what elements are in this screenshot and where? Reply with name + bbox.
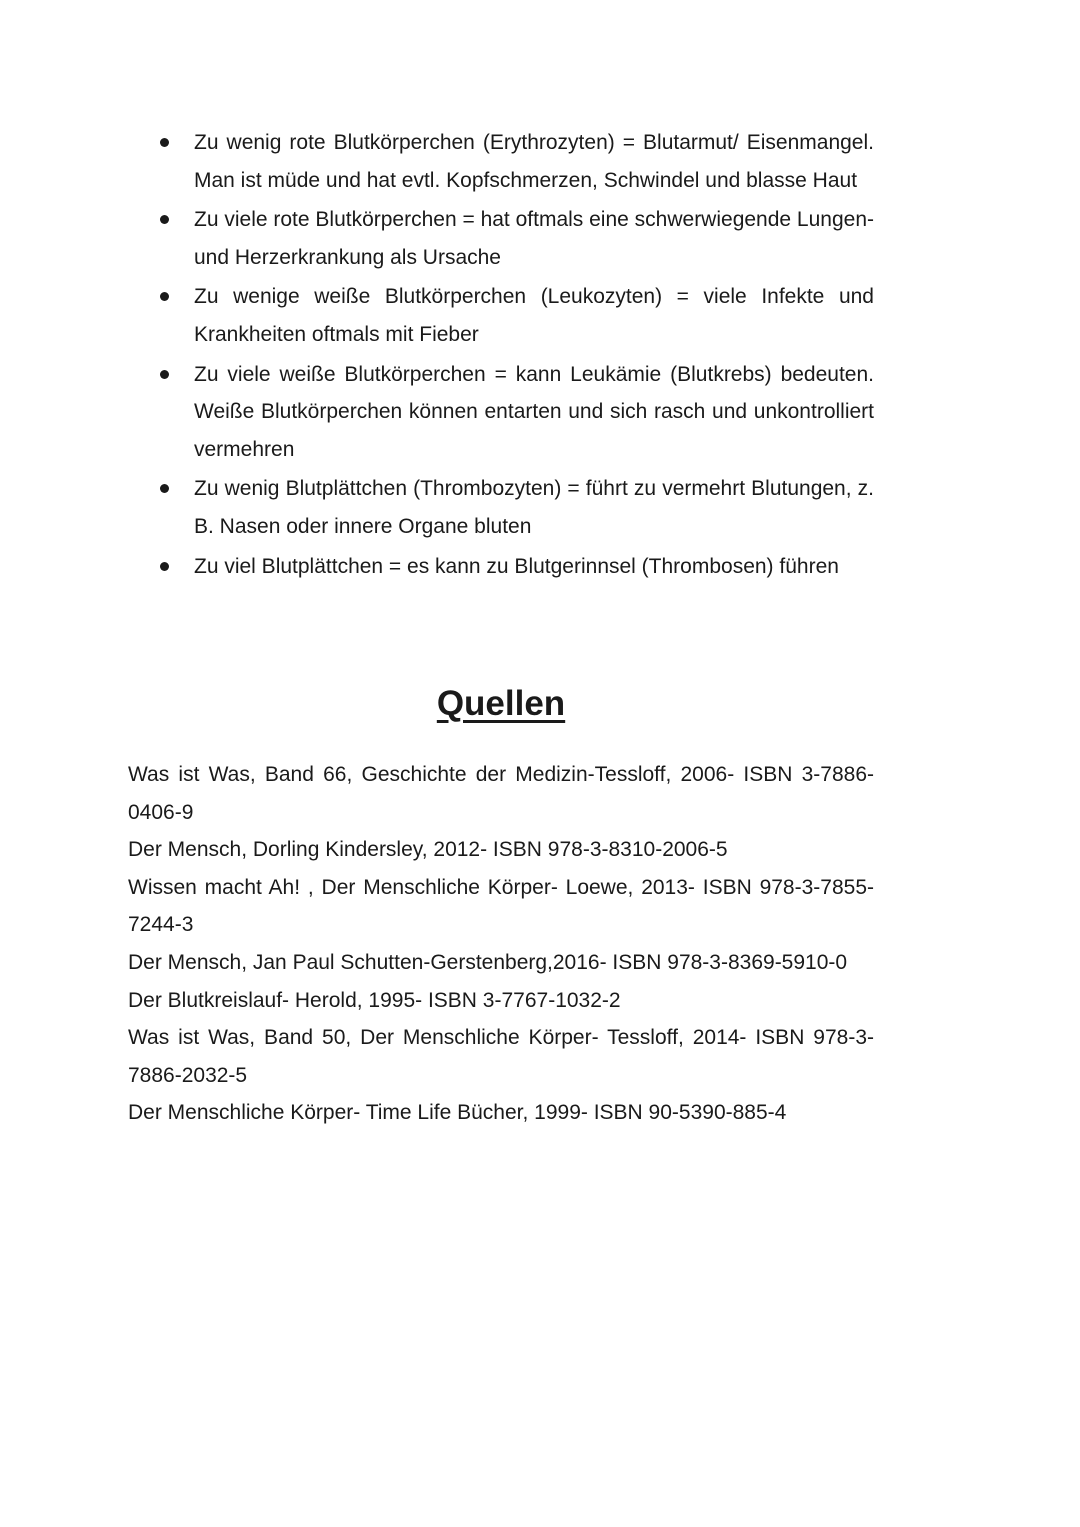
list-item xyxy=(160,278,874,353)
list-item xyxy=(160,470,874,545)
bullet-icon xyxy=(160,484,169,493)
source-entry: Der Mensch, Jan Paul Schutten-Gerstenberg,2016- ISBN 978-3-8369-5910-0 xyxy=(128,950,848,974)
list-item xyxy=(160,201,874,276)
sources-list xyxy=(128,756,874,1132)
source-entry: Wissen macht Ah! , Der Menschliche Körper- Loewe, 2013- ISBN 978-3-7855-7244-3 xyxy=(128,875,874,937)
bullet-icon xyxy=(160,215,169,224)
bullet-icon xyxy=(160,562,169,571)
list-item xyxy=(160,356,874,469)
list-item-text: Zu viele rote Blutkörperchen = hat oftmals eine schwerwiegende Lungen- und Herzerkrankung als Ursache xyxy=(194,208,874,269)
bullet-icon xyxy=(160,138,169,147)
bullet-icon xyxy=(160,292,169,301)
blood-disorders-list xyxy=(160,124,874,587)
list-item-text: Zu viele weiße Blutkörperchen = kann Leukämie (Blutkrebs) bedeuten. Weiße Blutkörperchen können entarten und sich rasch und unkontrolliert vermehren xyxy=(194,362,874,461)
list-item xyxy=(160,124,874,199)
list-item-text: Zu wenig rote Blutkörperchen (Erythrozyten) = Blutarmut/ Eisenmangel. Man ist müde und hat evtl. Kopfschmerzen, Schwindel und blasse Haut xyxy=(194,131,874,192)
source-entry: Der Blutkreislauf- Herold, 1995- ISBN 3-7767-1032-2 xyxy=(128,988,621,1012)
bullet-icon xyxy=(160,370,169,379)
source-entry: Was ist Was, Band 50, Der Menschliche Körper- Tessloff, 2014- ISBN 978-3-7886-2032-5 xyxy=(128,1026,874,1087)
list-item xyxy=(160,548,874,586)
list-item-text: Zu wenig Blutplättchen (Thrombozyten) = führt zu vermehrt Blutungen, z. B. Nasen oder innere Organe bluten xyxy=(194,477,874,538)
source-entry: Was ist Was, Band 66, Geschichte der Medizin-Tessloff, 2006- ISBN 3-7886-0406-9 xyxy=(128,763,874,824)
source-entry: Der Mensch, Dorling Kindersley, 2012- ISBN 978-3-8310-2006-5 xyxy=(128,838,728,862)
list-item-text: Zu wenige weiße Blutkörperchen (Leukozyten) = viele Infekte und Krankheiten oftmals mit Fieber xyxy=(194,285,874,346)
source-entry: Der Menschliche Körper- Time Life Bücher, 1999- ISBN 90-5390-885-4 xyxy=(128,1101,787,1125)
list-item-text: Zu viel Blutplättchen = es kann zu Blutgerinnsel (Thrombosen) führen xyxy=(194,554,839,578)
sources-heading: Quellen xyxy=(436,684,566,723)
